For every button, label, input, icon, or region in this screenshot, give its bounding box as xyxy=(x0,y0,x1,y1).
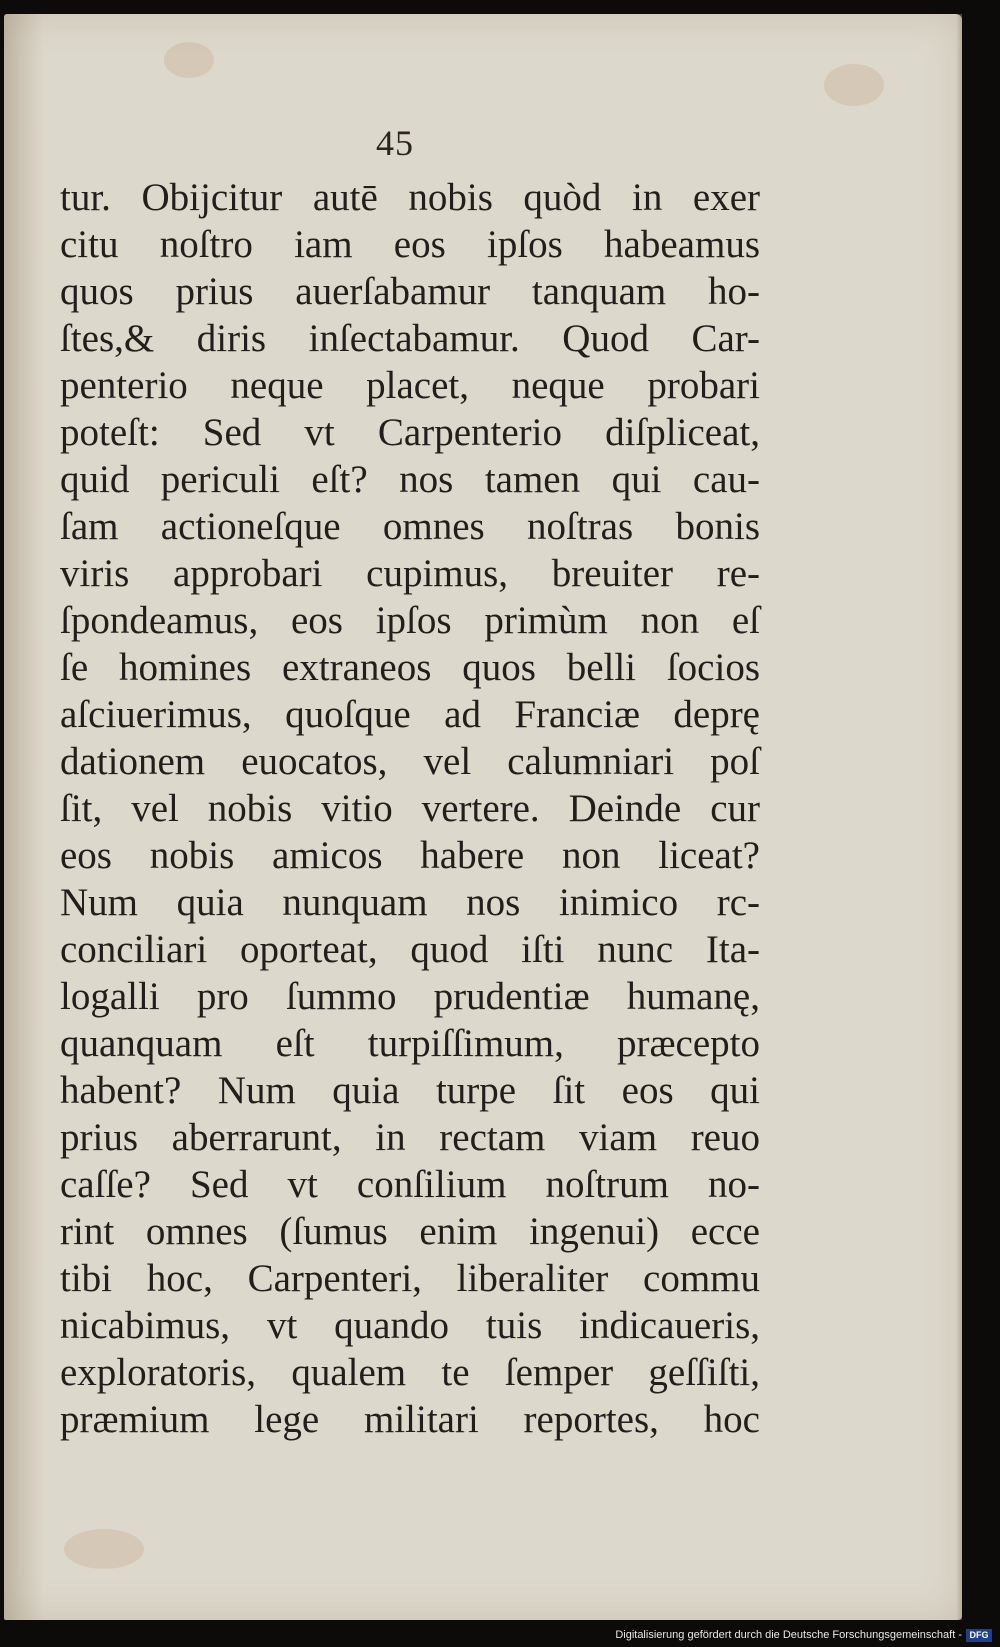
text-line: ſe homines extraneos quos belli ſocios xyxy=(60,646,760,689)
text-line: exploratoris, qualem te ſemper geſſiſti, xyxy=(60,1351,760,1394)
dfg-logo: DFG xyxy=(966,1629,992,1642)
text-line: conciliari oporteat, quod iſti nunc Ita- xyxy=(60,928,760,971)
paper-stain xyxy=(824,64,884,106)
book-page xyxy=(4,14,962,1620)
text-line: quid periculi eſt? nos tamen qui cau- xyxy=(60,458,760,501)
digitization-credit: Digitalisierung gefördert durch die Deutsche Forschungsgemeinschaft - xyxy=(615,1629,962,1641)
text-line: aſciuerimus, quoſque ad Franciæ deprę xyxy=(60,693,760,736)
text-line: prius aberrarunt, in rectam viam reuo xyxy=(60,1116,760,1159)
gutter-shadow xyxy=(4,14,44,1620)
page-edge xyxy=(956,14,962,1620)
text-line: ſit, vel nobis vitio vertere. Deinde cur xyxy=(60,787,760,830)
text-line: logalli pro ſummo prudentiæ humanę, xyxy=(60,975,760,1018)
paper-stain xyxy=(164,42,214,78)
text-line: rint omnes (ſumus enim ingenui) ecce xyxy=(60,1210,760,1253)
text-line: poteſt: Sed vt Carpenterio diſpliceat, xyxy=(60,411,760,454)
text-line: tibi hoc, Carpenteri, liberaliter commu xyxy=(60,1257,760,1300)
body-text xyxy=(60,174,760,1443)
text-line: tur. Obijcitur autē nobis quòd in exer xyxy=(60,176,760,219)
text-line: præmium lege militari reportes, hoc xyxy=(60,1398,760,1441)
text-line: quanquam eſt turpiſſimum, præcepto xyxy=(60,1022,760,1065)
text-line: ſpondeamus, eos ipſos primùm non eſ xyxy=(60,599,760,642)
text-line: eos nobis amicos habere non liceat? xyxy=(60,834,760,877)
text-line: penterio neque placet, neque probari xyxy=(60,364,760,407)
text-line: nicabimus, vt quando tuis indicaueris, xyxy=(60,1304,760,1347)
text-line: habent? Num quia turpe ſit eos qui xyxy=(60,1069,760,1112)
text-line: viris approbari cupimus, breuiter re- xyxy=(60,552,760,595)
text-line: caſſe? Sed vt conſilium noſtrum no- xyxy=(60,1163,760,1206)
text-line: citu noſtro iam eos ipſos habeamus xyxy=(60,223,760,266)
text-line: dationem euocatos, vel calumniari poſ xyxy=(60,740,760,783)
page-number: 45 xyxy=(376,123,414,163)
text-line: quos prius auerſabamur tanquam ho- xyxy=(60,270,760,313)
text-line: Num quia nunquam nos inimico rc- xyxy=(60,881,760,924)
paper-stain xyxy=(64,1529,144,1569)
text-line: ſtes,& diris inſectabamur. Quod Car- xyxy=(60,317,760,360)
text-line: ſam actioneſque omnes noſtras bonis xyxy=(60,505,760,548)
footer-bar xyxy=(0,1621,1000,1647)
